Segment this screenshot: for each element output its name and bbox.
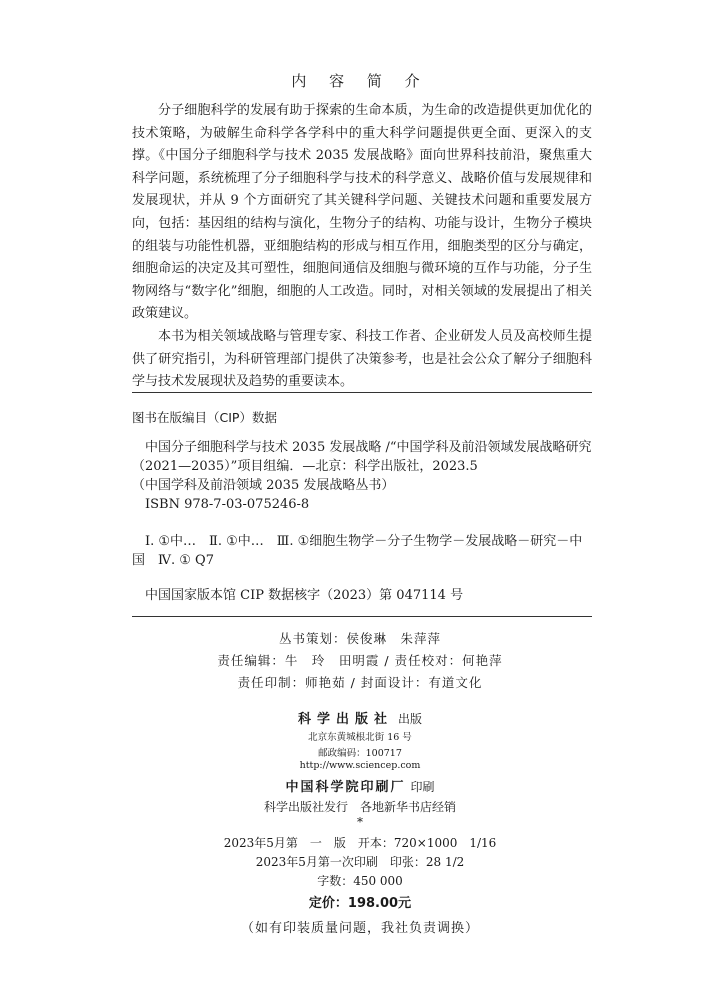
publisher-postcode: 邮政编码：100717: [318, 748, 402, 759]
cip-classification: Ⅰ. ①中… Ⅱ. ①中… Ⅲ. ①细胞生物学－分子生物学－发展战略－研究－中国 Ⅳ. ① Q7: [132, 534, 583, 568]
cip-entry-block: [132, 438, 592, 514]
publisher-url: http://www.sciencep.com: [299, 760, 421, 771]
cip-approval: 中国国家版本馆 CIP 数据核字（2023）第 047114 号: [145, 588, 464, 603]
print-line: 2023年5月第一次印刷 印张：28 1/2: [255, 855, 465, 869]
publisher-suffix: 出版: [398, 712, 423, 726]
divider-cip-top: [132, 392, 592, 393]
printer-name: 中国科学院印刷厂: [285, 780, 406, 795]
edition-line: 2023年5月第 一 版 开本：720×1000 1/16: [223, 836, 497, 850]
intro-paragraph-2: 本书为相关领域战略与管理专家、科技工作者、企业研发人员及高校师生提供了研究指引，为科研管理部门提供了决策参考，也是社会公众了解分子细胞科学与技术发展现状及趋势的重要读本。: [132, 328, 592, 390]
printer-suffix: 印刷: [410, 780, 435, 794]
intro-body: [132, 100, 592, 394]
publisher-address: 北京东黄城根北街 16 号: [308, 732, 412, 743]
quality-notice: （如有印装质量问题，我社负责调换）: [240, 921, 479, 936]
intro-paragraph-1: 分子细胞科学的发展有助于探索的生命本质，为生命的改造提供更加优化的技术策略，为破解生命科学各学科中的重大科学问题提供更全面、更深入的支撑。《中国分子细胞科学与技术 2035 发展战略》面向世界科技前沿，聚焦重大科学问题，系统梳理了分子细胞科学与技术的科学意义、战略价值与发展规律和发展现状，并从 9 个方面研究了其关键科学问题、关键技术问题和重要发展方向，包括：基因组的结构与演化，生物分子的结构、功能与设计，生物分子模块的组装与功能性机器，亚细胞结构的形成与相互作用，细胞类型的区分与确定，细胞命运的决定及其可塑性，细胞间通信及细胞与微环境的互作与功能，分子生物网络与“数字化”细胞，细胞的人工改造。同时，对相关领域的发展提出了相关政策建议。: [132, 103, 592, 322]
cip-isbn: ISBN 978-7-03-075246-8: [145, 497, 310, 512]
cip-heading: 图书在版编目（CIP）数据: [132, 410, 277, 425]
distribution-line: 科学出版社发行 各地新华书店经销: [263, 800, 456, 814]
cip-classification-block: [132, 532, 592, 570]
cip-series: （中国学科及前沿领域 2035 发展战略丛书）: [132, 478, 395, 493]
credit-planners: 丛书策划：侯俊琳 朱萍萍: [278, 631, 441, 646]
credit-editors: 责任编辑：牛 玲 田明霞 / 责任校对：何艳萍: [217, 653, 503, 668]
word-count: 字数：450 000: [317, 874, 403, 888]
price: 定价：198.00元: [308, 896, 412, 911]
intro-title: 内 容 简 介: [291, 72, 429, 90]
separator-star: *: [357, 815, 363, 829]
cip-approval-block: [132, 586, 592, 605]
divider-cip-bottom: [132, 616, 592, 617]
publisher-line: [0, 708, 720, 727]
cip-entry: 中国分子细胞科学与技术 2035 发展战略 /“中国学科及前沿领域发展战略研究（2021—2035）”项目组编．—北京：科学出版社，2023.5: [132, 440, 592, 474]
publisher-name: 科学出版社: [297, 712, 393, 727]
printer-line: [0, 776, 720, 795]
credit-production: 责任印制：师艳茹 / 封面设计：有道文化: [237, 675, 483, 690]
